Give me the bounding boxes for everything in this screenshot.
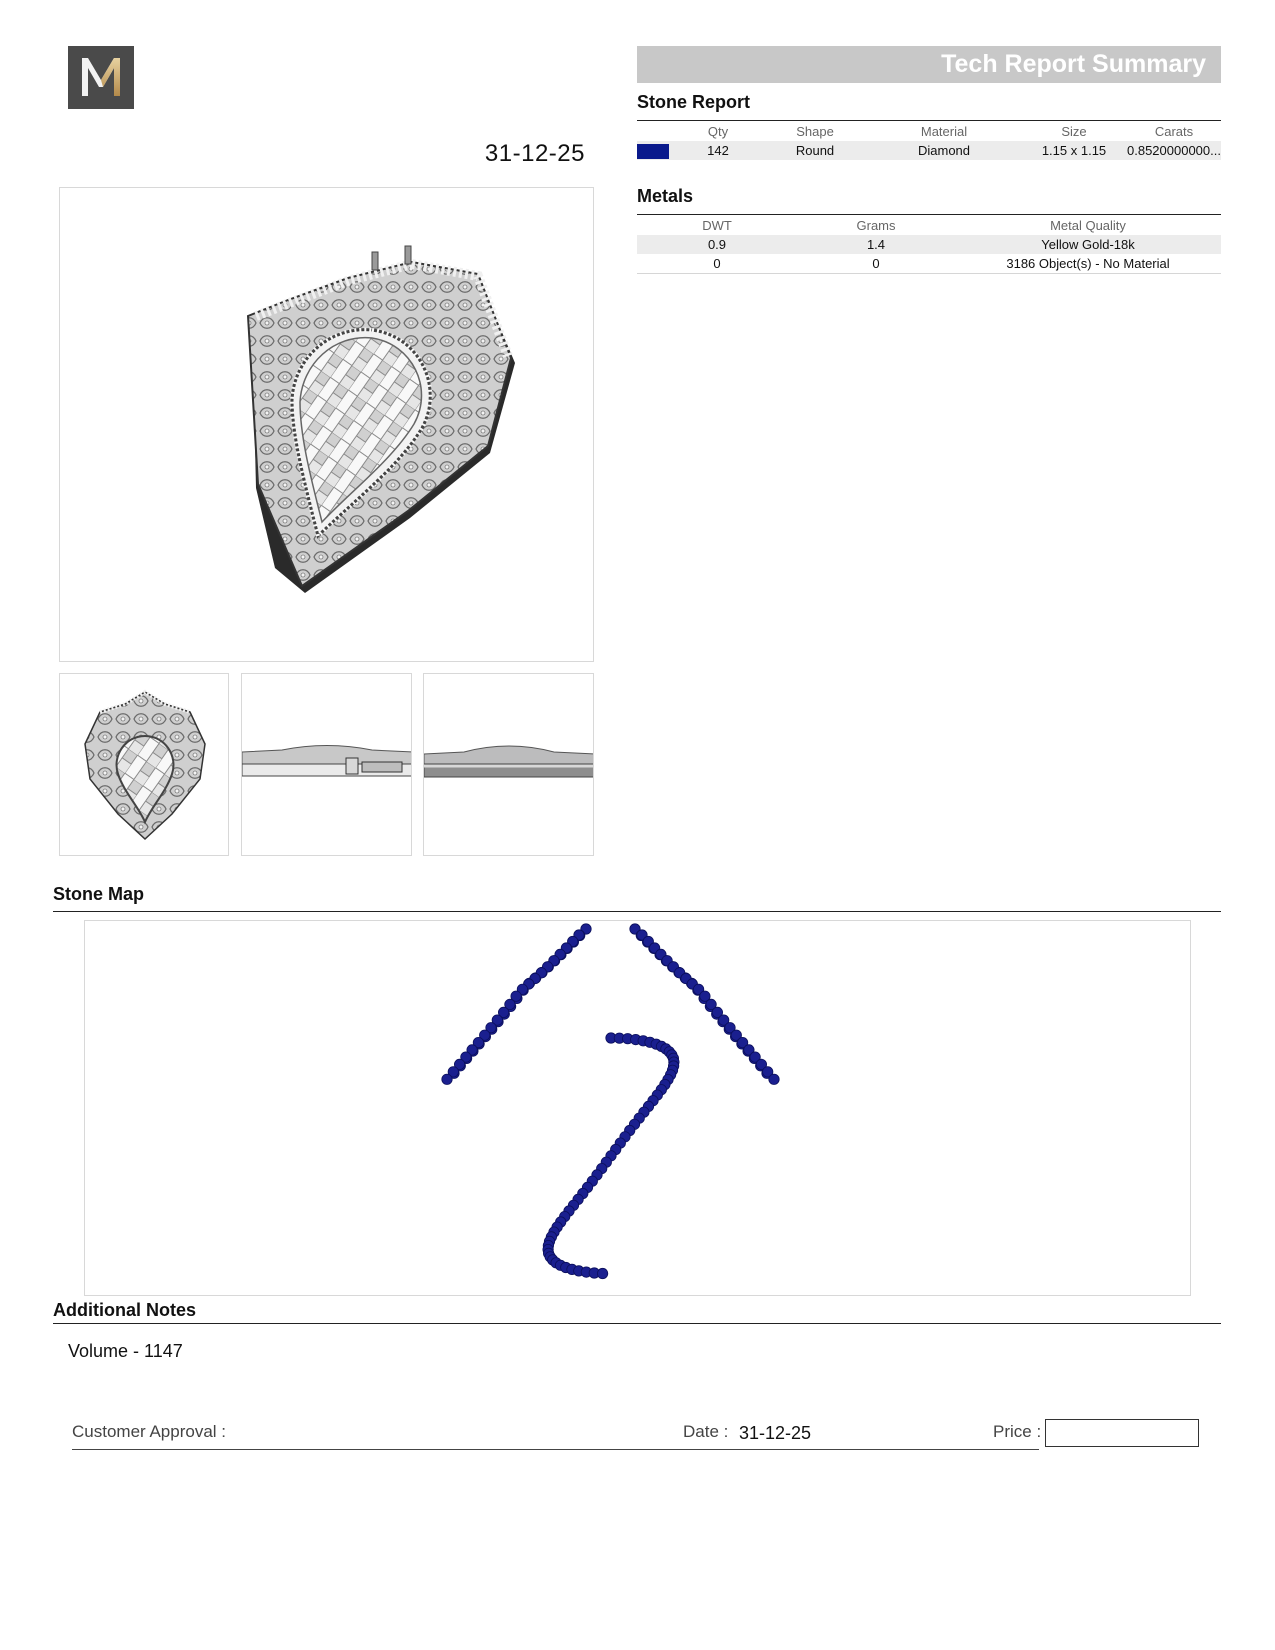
thumbnail-edge — [423, 673, 594, 856]
stone-col-material: Material — [920, 124, 968, 139]
pendant-perspective-render-icon — [60, 188, 594, 662]
approval-signature-line — [72, 1449, 1039, 1450]
metal-col-quality: Metal Quality — [1050, 218, 1126, 233]
price-label: Price : — [993, 1422, 1042, 1441]
table-row — [637, 141, 1221, 160]
notes-text: Volume - 1147 — [68, 1341, 183, 1361]
metal-col-dwt: DWT — [702, 218, 732, 233]
stone-map-diagram — [85, 921, 1191, 1296]
stone-col-qty: Qty — [707, 124, 729, 139]
pendant-side-view-icon — [242, 674, 412, 856]
stone-material: Diamond — [867, 141, 1021, 160]
metal-grams: 1.4 — [797, 235, 955, 254]
stone-carats: 0.8520000000... — [1127, 143, 1221, 158]
pendant-edge-view-icon — [424, 674, 594, 856]
metals-table — [637, 216, 1221, 274]
company-logo — [68, 46, 134, 109]
metal-col-grams: Grams — [856, 218, 896, 233]
table-row — [637, 254, 1221, 274]
price-field[interactable] — [1045, 1419, 1199, 1447]
additional-notes-heading: Additional Notes — [53, 1300, 196, 1320]
metals-heading: Metals — [637, 186, 694, 206]
thumbnail-side — [241, 673, 412, 856]
stone-report-header-row — [637, 122, 1221, 141]
table-row — [637, 235, 1221, 254]
stone-map-heading: Stone Map — [53, 884, 145, 904]
report-title: Tech Report Summary — [941, 50, 1206, 78]
stone-color-swatch — [637, 144, 669, 159]
stone-report-table — [637, 122, 1221, 160]
report-date: 31-12-25 — [484, 140, 585, 167]
metal-dwt: 0.9 — [637, 235, 797, 254]
stone-col-shape: Shape — [796, 124, 834, 139]
report-title-bar — [637, 46, 1221, 83]
metal-dwt: 0 — [637, 254, 797, 274]
stone-shape: Round — [763, 141, 867, 160]
metals-header-row — [637, 216, 1221, 235]
metal-grams: 0 — [797, 254, 955, 274]
stone-map-rule — [53, 911, 1221, 912]
stone-report-heading: Stone Report — [637, 92, 751, 112]
approval-date-value: 31-12-25 — [739, 1423, 812, 1443]
metal-quality: 3186 Object(s) - No Material — [955, 254, 1221, 274]
customer-approval-label: Customer Approval : — [72, 1422, 227, 1441]
metals-rule — [637, 214, 1221, 215]
metal-quality: Yellow Gold-18k — [955, 235, 1221, 254]
stone-size: 1.15 x 1.15 — [1021, 141, 1127, 160]
stone-dot — [769, 1074, 779, 1084]
stone-map-image — [84, 920, 1191, 1296]
stone-qty: 142 — [673, 141, 763, 160]
stone-dot — [442, 1074, 452, 1084]
m-monogram-logo-icon — [68, 46, 134, 109]
stone-dot — [597, 1268, 607, 1278]
additional-notes-rule — [53, 1323, 1221, 1324]
stone-col-carats: Carats — [1154, 124, 1194, 139]
thumbnail-front — [59, 673, 229, 856]
pendant-front-view-icon — [60, 674, 229, 856]
stone-report-rule — [637, 120, 1221, 121]
main-render-image — [59, 187, 594, 662]
approval-date-label: Date : — [683, 1422, 729, 1441]
stone-col-size: Size — [1061, 124, 1087, 139]
